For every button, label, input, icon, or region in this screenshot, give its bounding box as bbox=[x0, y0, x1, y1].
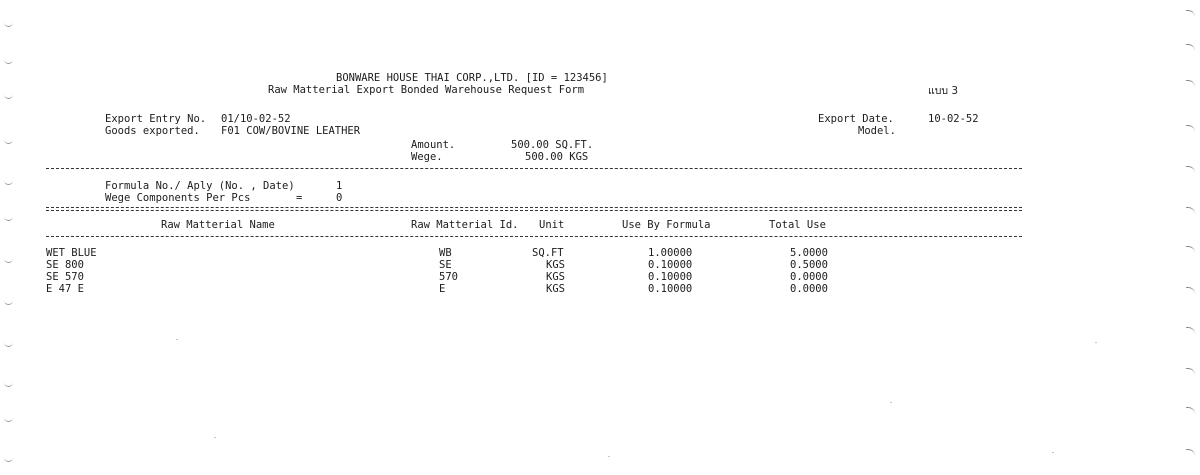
margin-mark bbox=[4, 340, 13, 347]
margin-mark bbox=[4, 380, 13, 387]
margin-mark bbox=[1186, 287, 1195, 294]
margin-mark bbox=[1186, 246, 1195, 253]
goods-exported-value: F01 COW/BOVINE LEATHER bbox=[221, 125, 361, 137]
col-header-id: Raw Matterial Id. bbox=[411, 219, 519, 231]
amount-value: 500.00 SQ.FT. bbox=[511, 139, 594, 151]
margin-mark bbox=[1186, 10, 1195, 17]
export-entry-label: Export Entry No. bbox=[105, 113, 207, 125]
divider-1 bbox=[46, 168, 1022, 169]
components-value: 0 bbox=[336, 192, 343, 204]
margin-mark bbox=[4, 298, 13, 305]
divider-double bbox=[46, 207, 1022, 211]
row-id: E bbox=[439, 283, 446, 295]
margin-mark bbox=[1186, 125, 1195, 132]
row-unit: KGS bbox=[546, 271, 565, 283]
margin-mark bbox=[4, 137, 13, 144]
scan-speck bbox=[214, 437, 216, 438]
margin-mark bbox=[1186, 80, 1195, 87]
row-total-use: 0.0000 bbox=[790, 283, 828, 295]
margin-mark bbox=[4, 256, 13, 263]
margin-mark bbox=[4, 57, 13, 64]
row-id: SE bbox=[439, 259, 452, 271]
margin-mark bbox=[4, 214, 13, 221]
row-use-by-formula: 1.00000 bbox=[648, 247, 693, 259]
row-name: SE 800 bbox=[46, 259, 84, 271]
margin-mark bbox=[1186, 327, 1195, 334]
export-date-value: 10-02-52 bbox=[928, 113, 979, 125]
row-use-by-formula: 0.10000 bbox=[648, 259, 693, 271]
margin-mark bbox=[1186, 166, 1195, 173]
row-unit: KGS bbox=[546, 259, 565, 271]
company-name: BONWARE HOUSE THAI CORP.,LTD. [ID = 123456] bbox=[336, 72, 608, 84]
scan-speck bbox=[176, 339, 178, 340]
col-header-unit: Unit bbox=[539, 219, 565, 231]
model-label: Model. bbox=[858, 125, 896, 137]
margin-mark bbox=[4, 20, 13, 27]
col-header-name: Raw Matterial Name bbox=[161, 219, 275, 231]
formula-value: 1 bbox=[336, 180, 343, 192]
components-label: Wege Components Per Pcs bbox=[105, 192, 251, 204]
scan-speck bbox=[1095, 342, 1097, 343]
row-name: WET BLUE bbox=[46, 247, 97, 259]
divider-2 bbox=[46, 236, 1022, 237]
row-use-by-formula: 0.10000 bbox=[648, 283, 693, 295]
scan-speck bbox=[890, 402, 892, 403]
amount-label: Amount. bbox=[411, 139, 456, 151]
form-title: Raw Matterial Export Bonded Warehouse Request Form bbox=[268, 84, 585, 96]
export-date-label: Export Date. bbox=[818, 113, 894, 125]
row-name: SE 570 bbox=[46, 271, 84, 283]
weight-label: Wege. bbox=[411, 151, 443, 163]
row-id: 570 bbox=[439, 271, 458, 283]
form-code: แบบ 3 bbox=[928, 85, 959, 97]
components-equals: = bbox=[296, 192, 303, 204]
margin-mark bbox=[4, 92, 13, 99]
row-total-use: 5.0000 bbox=[790, 247, 828, 259]
margin-mark bbox=[4, 415, 13, 422]
margin-mark bbox=[4, 455, 13, 462]
col-header-total-use: Total Use bbox=[769, 219, 826, 231]
row-use-by-formula: 0.10000 bbox=[648, 271, 693, 283]
margin-mark bbox=[1186, 207, 1195, 214]
row-name: E 47 E bbox=[46, 283, 84, 295]
margin-mark bbox=[1186, 44, 1195, 51]
goods-exported-label: Goods exported. bbox=[105, 125, 200, 137]
row-total-use: 0.5000 bbox=[790, 259, 828, 271]
weight-value: 500.00 KGS bbox=[525, 151, 589, 163]
row-unit: KGS bbox=[546, 283, 565, 295]
margin-mark bbox=[1186, 449, 1195, 456]
col-header-use-by-formula: Use By Formula bbox=[622, 219, 711, 231]
scan-speck bbox=[608, 456, 610, 457]
margin-mark bbox=[1186, 407, 1195, 414]
margin-mark bbox=[1186, 368, 1195, 375]
margin-mark bbox=[4, 178, 13, 185]
scan-speck bbox=[1052, 452, 1054, 453]
row-total-use: 0.0000 bbox=[790, 271, 828, 283]
export-entry-value: 01/10-02-52 bbox=[221, 113, 291, 125]
row-unit: SQ.FT bbox=[532, 247, 564, 259]
formula-label: Formula No./ Aply (No. , Date) bbox=[105, 180, 295, 192]
row-id: WB bbox=[439, 247, 452, 259]
